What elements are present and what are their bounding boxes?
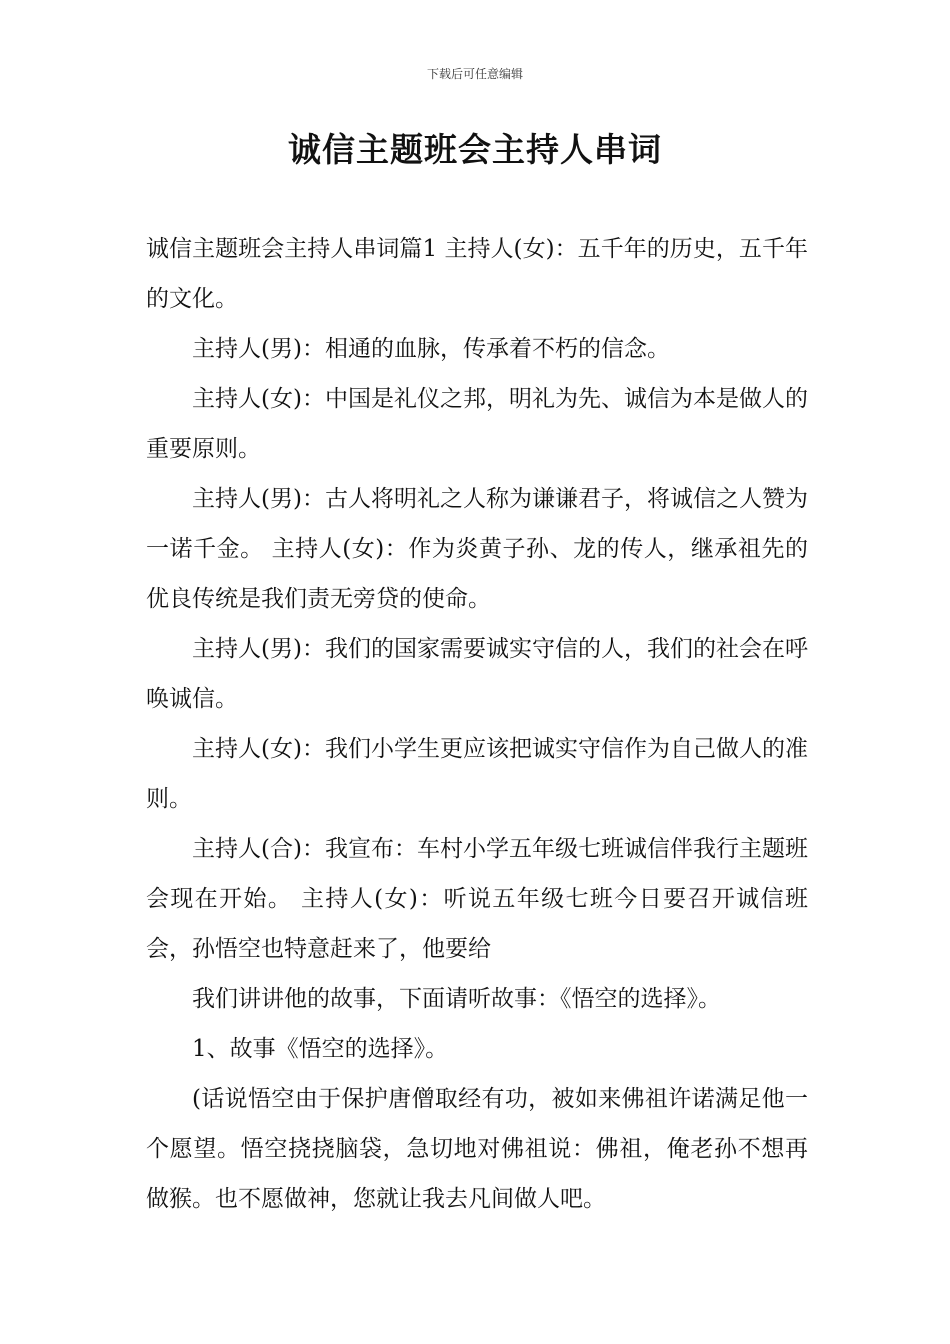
paragraph-6: 主持人(女)：我们小学生更应该把诚实守信作为自己做人的准则。: [146, 736, 808, 812]
document-title: 诚信主题班会主持人串词: [288, 130, 662, 169]
document-body: [146, 224, 808, 1224]
paragraph-7: 主持人(合)：我宣布：车村小学五年级七班诚信伴我行主题班会现在开始。 主持人(女)：听说五年级七班今日要召开诚信班会，孙悟空也特意赶来了，他要给: [146, 836, 808, 962]
header-note: 下载后可任意编辑: [426, 67, 523, 81]
paragraph-4: 主持人(男)：古人将明礼之人称为谦谦君子，将诚信之人赞为一诺千金。 主持人(女)：作为炎黄子孙、龙的传人，继承祖先的优良传统是我们责无旁贷的使命。: [146, 486, 808, 612]
paragraph-2: 主持人(男)：相通的血脉，传承着不朽的信念。: [192, 336, 670, 362]
paragraph-9: 1、故事《悟空的选择》。: [192, 1036, 449, 1062]
paragraph-3: 主持人(女)：中国是礼仪之邦，明礼为先、诚信为本是做人的重要原则。: [146, 386, 808, 462]
paragraph-5: 主持人(男)：我们的国家需要诚实守信的人，我们的社会在呼唤诚信。: [146, 636, 808, 712]
paragraph-10: (话说悟空由于保护唐僧取经有功，被如来佛祖许诺满足他一个愿望。悟空挠挠脑袋，急切地对佛祖说：佛祖，俺老孙不想再做猴。也不愿做神，您就让我去凡间做人吧。: [146, 1086, 808, 1212]
paragraph-1: 诚信主题班会主持人串词篇1 主持人(女)：五千年的历史，五千年的文化。: [146, 236, 808, 312]
paragraph-8: 我们讲讲他的故事，下面请听故事：《悟空的选择》。: [192, 986, 721, 1012]
